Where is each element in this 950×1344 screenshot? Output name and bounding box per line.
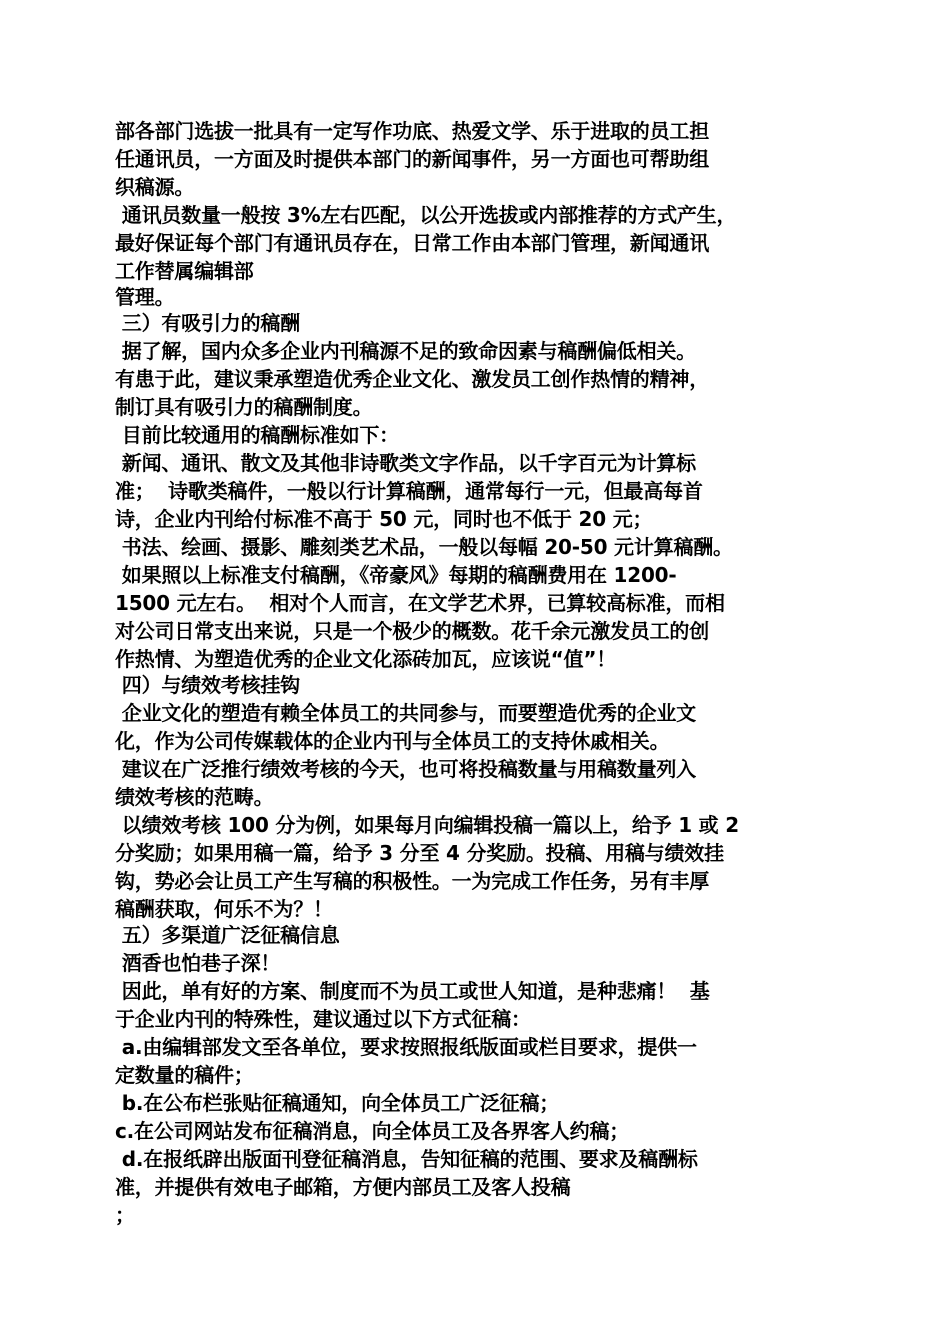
text-line: 最好保证每个部门有通讯员存在，日常工作由本部门管理，新闻通讯 <box>115 231 709 255</box>
text-line: 作热情、为塑造优秀的企业文化添砖加瓦，应该说“值”！ <box>115 647 617 671</box>
text-line: 新闻、通讯、散文及其他非诗歌类文字作品，以千字百元为计算标 <box>115 451 696 475</box>
text-line: 化，作为公司传媒载体的企业内刊与全体员工的支持休戚相关。 <box>115 729 670 753</box>
text-line: 如果照以上标准支付稿酬，《帝豪风》每期的稿酬费用在 1200- <box>115 563 677 587</box>
text-line: ； <box>115 1203 135 1227</box>
section-heading: 三）有吸引力的稿酬 <box>115 311 300 335</box>
text-line: 分奖励；如果用稿一篇，给予 3 分至 4 分奖励。投稿、用稿与绩效挂 <box>115 841 724 865</box>
text-line: 酒香也怕巷子深！ <box>115 951 281 975</box>
text-line: 据了解，国内众多企业内刊稿源不足的致命因素与稿酬偏低相关。 <box>115 339 696 363</box>
section-heading: 四）与绩效考核挂钩 <box>115 673 300 697</box>
section-heading: 五）多渠道广泛征稿信息 <box>115 923 340 947</box>
text-line: 部各部门选拔一批具有一定写作功底、热爱文学、乐于进取的员工担 <box>115 119 709 143</box>
text-line: 对公司日常支出来说，只是一个极少的概数。花千余元激发员工的创 <box>115 619 709 643</box>
text-line: 钩，势必会让员工产生写稿的积极性。一为完成工作任务，另有丰厚 <box>115 869 709 893</box>
text-line: 准； 诗歌类稿件，一般以行计算稿酬，通常每行一元，但最高每首 <box>115 479 703 503</box>
list-item: d.在报纸辟出版面刊登征稿消息，告知征稿的范围、要求及稿酬标 <box>115 1147 698 1171</box>
list-item: b.在公布栏张贴征稿通知，向全体员工广泛征稿； <box>115 1091 560 1115</box>
list-item: a.由编辑部发文至各单位，要求按照报纸版面或栏目要求，提供一 <box>115 1035 697 1059</box>
text-line: 制订具有吸引力的稿酬制度。 <box>115 395 373 419</box>
text-line: 绩效考核的范畴。 <box>115 785 274 809</box>
text-line: 1500 元左右。 相对个人而言，在文学艺术界，已算较高标准，而相 <box>115 591 725 615</box>
text-line: 目前比较通用的稿酬标准如下： <box>115 423 399 447</box>
text-line: 因此，单有好的方案、制度而不为员工或世人知道，是种悲痛！ 基 <box>115 979 710 1003</box>
text-line: 书法、绘画、摄影、雕刻类艺术品，一般以每幅 20-50 元计算稿酬。 <box>115 535 733 559</box>
text-line: 织稿源。 <box>115 175 195 199</box>
text-line: 任通讯员，一方面及时提供本部门的新闻事件，另一方面也可帮助组 <box>115 147 709 171</box>
text-line: 稿酬获取，何乐不为？！ <box>115 897 333 921</box>
text-line: 工作替属编辑部 <box>115 259 254 283</box>
text-line: 管理。 <box>115 285 175 309</box>
list-item: 准，并提供有效电子邮箱，方便内部员工及客人投稿 <box>115 1175 571 1199</box>
list-item: 定数量的稿件； <box>115 1063 254 1087</box>
text-line: 以绩效考核 100 分为例，如果每月向编辑投稿一篇以上，给予 1 或 2 <box>115 813 739 837</box>
text-line: 建议在广泛推行绩效考核的今天，也可将投稿数量与用稿数量列入 <box>115 757 696 781</box>
list-item: c.在公司网站发布征稿消息，向全体员工及各界客人约稿； <box>115 1119 630 1143</box>
text-line: 诗，企业内刊给付标准不高于 50 元，同时也不低于 20 元； <box>115 507 653 531</box>
text-line: 企业文化的塑造有赖全体员工的共同参与，而要塑造优秀的企业文 <box>115 701 696 725</box>
text-line: 有患于此，建议秉承塑造优秀企业文化、激发员工创作热情的精神， <box>115 367 709 391</box>
text-line: 通讯员数量一般按 3%左右匹配，以公开选拔或内部推荐的方式产生， <box>115 203 737 227</box>
text-line: 于企业内刊的特殊性，建议通过以下方式征稿： <box>115 1007 531 1031</box>
